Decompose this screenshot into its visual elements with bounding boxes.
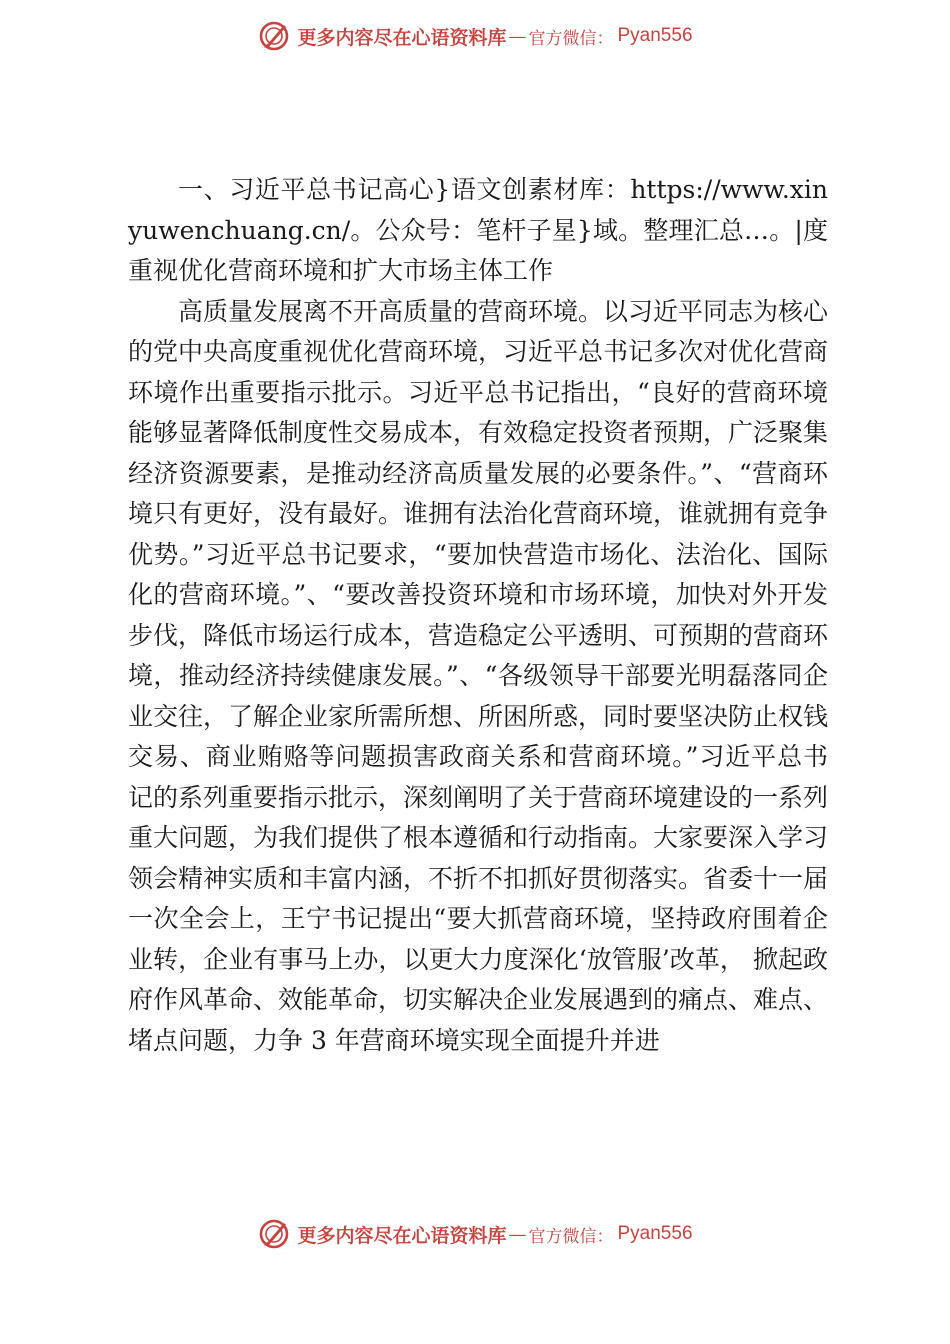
footer-official-label: 官方微信： [528,1226,614,1247]
header-wechat-handle: Pyan556 [617,25,693,46]
footer-dash: — [508,1223,527,1245]
footer-wechat-handle: Pyan556 [617,1223,693,1244]
header-brand-text: 更多内容尽在心语资料库 [297,26,507,49]
pen-circle-logo-icon [257,1217,291,1251]
footer-brand-text: 更多内容尽在心语资料库 [297,1224,507,1247]
header-banner [0,14,950,58]
document-body [128,170,828,1061]
footer-banner [0,1212,950,1256]
header-dash: — [508,25,527,47]
pen-circle-logo-icon [257,19,291,53]
body-paragraph: 高质量发展离不开高质量的营商环境。以习近平同志为核心的党中央高度重视优化营商环境，习近平总书记多次对优化营商环境作出重要指示批示。习近平总书记指出，“良好的营商环境能够显著降低制度性交易成本，有效稳定投资者预期，广泛聚集经济资源要素，是推动经济高质量发展的必要条件。”、“营商环境只有更好，没有最好。谁拥有法治化营商环境，谁就拥有竞争优势。”习近平总书记要求，“要加快营造市场化、法治化、国际化的营商环境。”、“要改善投资环境和市场环境，加快对外开发步伐，降低市场运行成本，营造稳定公平透明、可预期的营商环境，推动经济持续健康发展。”、“各级领导干部要光明磊落同企业交往，了解企业家所需所想、所困所惑，同时要坚决防止权钱交易、商业贿赂等问题损害政商关系和营商环境。”习近平总书记的系列重要指示批示，深刻阐明了关于营商环境建设的一系列重大问题，为我们提供了根本遵循和行动指南。大家要深入学习领会精神实质和丰富内涵，不折不扣抓好贯彻落实。省委十一届一次全会上，王宁书记提出“要大抓营商环境，坚持政府围着企业转，企业有事马上办，以更大力度深化‘放管服’改革， 掀起政府作风革命、效能革命，切实解决企业发展遇到的痛点、难点、堵点问题，力争 3 年营商环境实现全面提升并进 [128,296,829,1055]
section-heading: 一、习近平总书记高心}语文创素材库：https://www.xinyuwenchuang.cn/。公众号：笔杆子星}域。整理汇总…。|度重视优化营商环境和扩大市场主体工作 [128,175,828,285]
header-official-label: 官方微信： [528,28,614,49]
